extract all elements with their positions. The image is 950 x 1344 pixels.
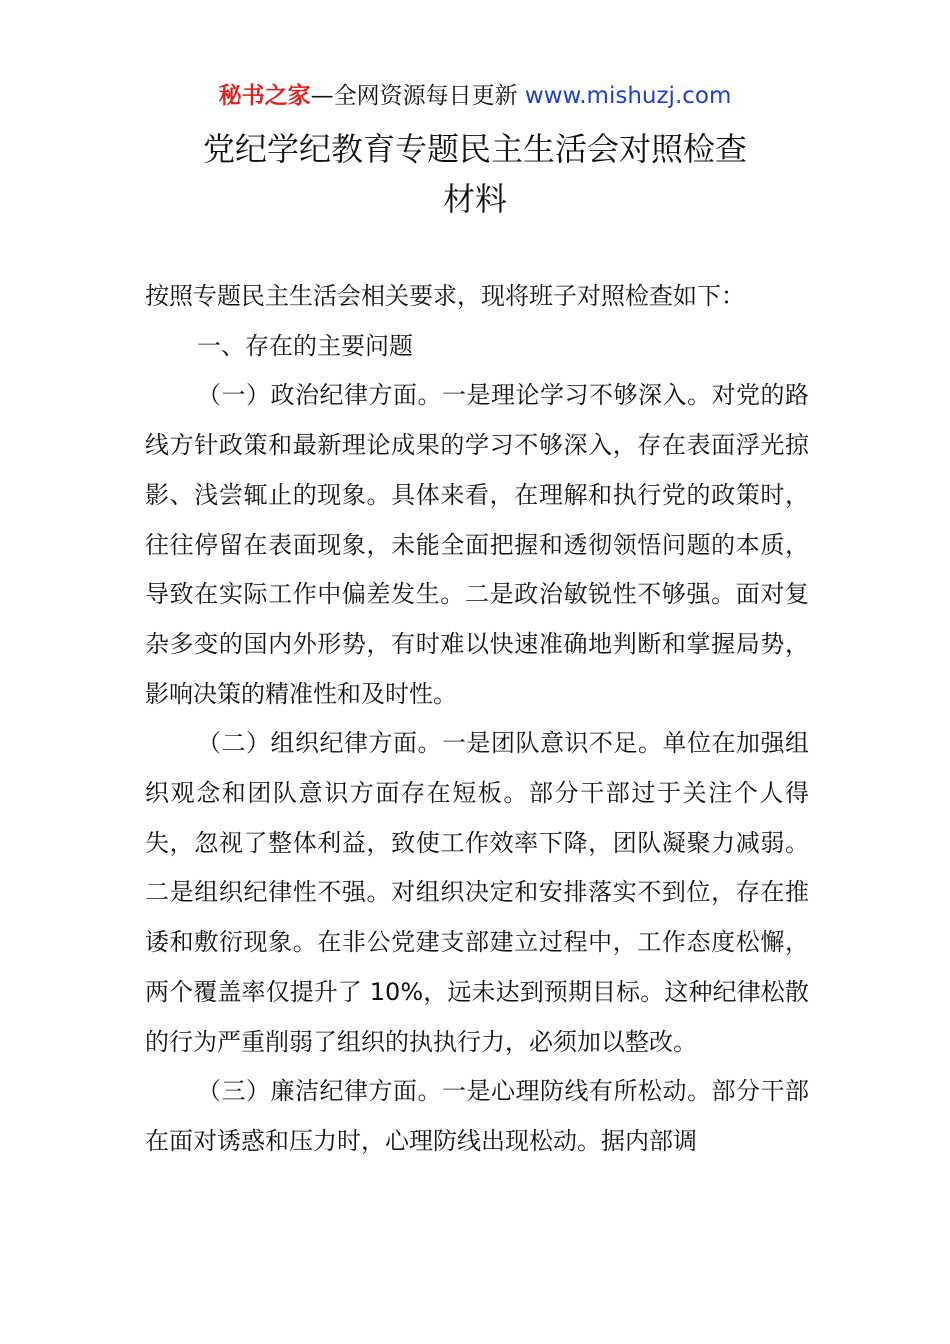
title-line-2: 材料 [442, 180, 507, 218]
section-heading: 一、存在的主要问题 [197, 331, 413, 360]
paragraph-integrity-discipline: （三）廉洁纪律方面。一是心理防线有所松动。部分干部在面对诱惑和压力时，心理防线出现松动。据内部调 [145, 1077, 809, 1155]
title-line-1: 党纪学纪教育专题民主生活会对照检查 [202, 130, 747, 168]
paragraph-political-discipline: （一）政治纪律方面。一是理论学习不够深入。对党的路线方针政策和最新理论成果的学习不够深入，存在表面浮光掠影、浅尝辄止的现象。具体来看，在理解和执行党的政策时，往往停留在表面现象，未能全面把握和透彻领悟问题的本质，导致在实际工作中偏差发生。二是政治敏锐性不够强。面对复杂多变的国内外形势，有时难以快速准确地判断和掌握局势，影响决策的精准性和及时性。 [145, 381, 809, 708]
site-url[interactable]: www.mishuzj.com [524, 83, 732, 109]
site-slogan: —全网资源每日更新 [310, 83, 518, 109]
document-body [145, 272, 809, 1167]
brand-name: 秘书之家 [218, 83, 311, 109]
site-header [0, 78, 950, 114]
document-title [120, 124, 830, 224]
intro-paragraph: 按照专题民主生活会相关要求，现将班子对照检查如下： [145, 282, 745, 310]
paragraph-organizational-discipline: （二）组织纪律方面。一是团队意识不足。单位在加强组织观念和团队意识方面存在短板。部分干部过于关注个人得失，忽视了整体利益，致使工作效率下降，团队凝聚力减弱。二是组织纪律性不强。对组织决定和安排落实不到位，存在推诿和敷衍现象。在非公党建支部建立过程中，工作态度松懈，两个覆盖率仅提升了 10%，远未达到预期目标。这种纪律松散的行为严重削弱了组织的执执行力，必须加以整改。 [145, 729, 809, 1056]
